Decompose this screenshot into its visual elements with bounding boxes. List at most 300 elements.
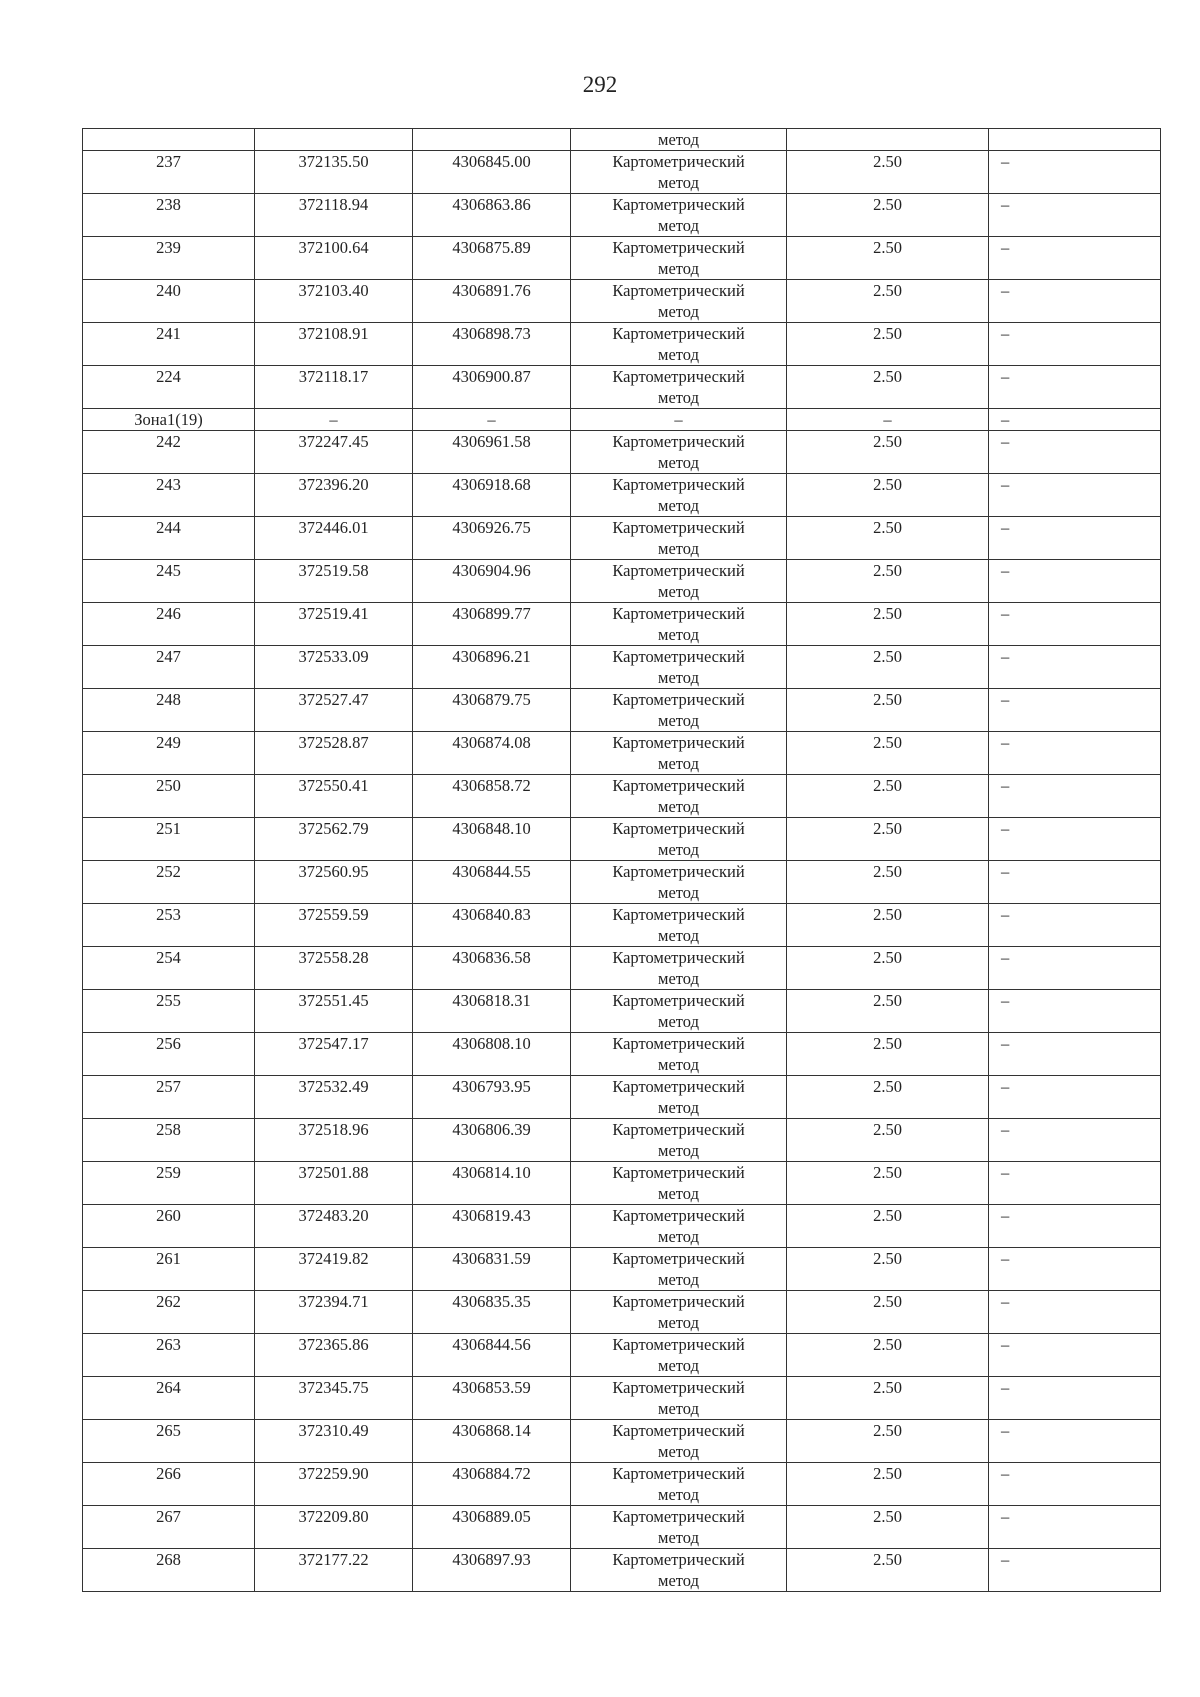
method-line-1: Картометрический xyxy=(612,475,745,494)
y-coordinate-cell: 4306814.10 xyxy=(413,1162,571,1205)
y-coordinate-cell: 4306836.58 xyxy=(413,947,571,990)
y-coordinate-cell: 4306831.59 xyxy=(413,1248,571,1291)
y-coordinate-cell: 4306818.31 xyxy=(413,990,571,1033)
method-line-1: Картометрический xyxy=(612,195,745,214)
y-coordinate-cell: 4306858.72 xyxy=(413,775,571,818)
accuracy-cell: 2.50 xyxy=(787,1162,989,1205)
accuracy-cell: 2.50 xyxy=(787,818,989,861)
method-line-2: метод xyxy=(658,1528,699,1547)
method-line-1: Картометрический xyxy=(612,776,745,795)
method-line-1: Картометрический xyxy=(612,561,745,580)
method-cell xyxy=(571,560,787,603)
accuracy-cell: 2.50 xyxy=(787,947,989,990)
y-coordinate-cell: 4306898.73 xyxy=(413,323,571,366)
note-cell: – xyxy=(989,194,1161,237)
accuracy-cell: 2.50 xyxy=(787,732,989,775)
note-cell: – xyxy=(989,560,1161,603)
accuracy-cell: 2.50 xyxy=(787,474,989,517)
point-number-cell: 254 xyxy=(83,947,255,990)
method-cell xyxy=(571,990,787,1033)
method-cell xyxy=(571,517,787,560)
x-coordinate-cell: 372528.87 xyxy=(255,732,413,775)
method-line-1: Картометрический xyxy=(612,690,745,709)
method-line-1: Картометрический xyxy=(612,991,745,1010)
table-row xyxy=(83,1549,1161,1592)
point-number-cell: 266 xyxy=(83,1463,255,1506)
table-row xyxy=(83,990,1161,1033)
x-coordinate-cell: 372247.45 xyxy=(255,431,413,474)
accuracy-cell: 2.50 xyxy=(787,517,989,560)
y-coordinate-cell: 4306845.00 xyxy=(413,151,571,194)
x-coordinate-cell: 372177.22 xyxy=(255,1549,413,1592)
point-number-cell: 238 xyxy=(83,194,255,237)
point-number-cell: 262 xyxy=(83,1291,255,1334)
method-line-1: Картометрический xyxy=(612,1120,745,1139)
note-cell: – xyxy=(989,151,1161,194)
note-cell: – xyxy=(989,1205,1161,1248)
point-number-cell: 242 xyxy=(83,431,255,474)
x-coordinate-cell: 372446.01 xyxy=(255,517,413,560)
x-coordinate-cell: 372108.91 xyxy=(255,323,413,366)
table-row xyxy=(83,861,1161,904)
accuracy-cell: 2.50 xyxy=(787,560,989,603)
x-coordinate-cell: 372135.50 xyxy=(255,151,413,194)
y-coordinate-cell: 4306819.43 xyxy=(413,1205,571,1248)
table-row xyxy=(83,1463,1161,1506)
method-line-1: Картометрический xyxy=(612,604,745,623)
method-line-2: метод xyxy=(658,345,699,364)
x-coordinate-cell: 372100.64 xyxy=(255,237,413,280)
method-line-1: Картометрический xyxy=(612,1249,745,1268)
point-number-cell: 257 xyxy=(83,1076,255,1119)
method-line-1: Картометрический xyxy=(612,1292,745,1311)
y-coordinate-cell: 4306900.87 xyxy=(413,366,571,409)
method-line-1: Картометрический xyxy=(612,1335,745,1354)
method-line-1: Картометрический xyxy=(612,1507,745,1526)
method-line-2: метод xyxy=(658,259,699,278)
note-cell: – xyxy=(989,904,1161,947)
method-line-1: Картометрический xyxy=(612,152,745,171)
note-cell: – xyxy=(989,1506,1161,1549)
method-cell xyxy=(571,947,787,990)
page-number: 292 xyxy=(582,72,618,97)
point-number-cell: 258 xyxy=(83,1119,255,1162)
method-line-2: метод xyxy=(658,1313,699,1332)
point-number-cell: 256 xyxy=(83,1033,255,1076)
note-cell: – xyxy=(989,366,1161,409)
method-line-2: метод xyxy=(658,388,699,407)
y-coordinate-cell: 4306874.08 xyxy=(413,732,571,775)
method-line-1: Картометрический xyxy=(612,238,745,257)
method-cell xyxy=(571,818,787,861)
x-coordinate-cell: 372550.41 xyxy=(255,775,413,818)
note-cell: – xyxy=(989,1076,1161,1119)
table-row xyxy=(83,194,1161,237)
method-line-1: Картометрический xyxy=(612,432,745,451)
accuracy-cell: 2.50 xyxy=(787,603,989,646)
table-row xyxy=(83,1377,1161,1420)
method-line-2: метод xyxy=(658,711,699,730)
note-cell: – xyxy=(989,1549,1161,1592)
accuracy-cell: 2.50 xyxy=(787,323,989,366)
method-line-1: Картометрический xyxy=(612,1421,745,1440)
accuracy-cell: 2.50 xyxy=(787,1549,989,1592)
method-line-2: метод xyxy=(658,1055,699,1074)
method-line-2: метод xyxy=(658,1098,699,1117)
x-coordinate-cell: 372532.49 xyxy=(255,1076,413,1119)
accuracy-cell: 2.50 xyxy=(787,1033,989,1076)
method-line-1: Картометрический xyxy=(612,281,745,300)
point-number-cell: 237 xyxy=(83,151,255,194)
point-number-cell: 243 xyxy=(83,474,255,517)
method-cell xyxy=(571,1119,787,1162)
y-coordinate-cell: 4306891.76 xyxy=(413,280,571,323)
x-coordinate-cell: 372551.45 xyxy=(255,990,413,1033)
point-number-cell: 224 xyxy=(83,366,255,409)
table-row xyxy=(83,1291,1161,1334)
table-row xyxy=(83,1420,1161,1463)
zone-row xyxy=(83,409,1161,431)
method-line-1: Картометрический xyxy=(612,819,745,838)
method-line-2: метод xyxy=(658,1356,699,1375)
y-coordinate-cell: 4306793.95 xyxy=(413,1076,571,1119)
method-cell xyxy=(571,1291,787,1334)
method-line-2: метод xyxy=(658,1184,699,1203)
x-coordinate-cell: 372209.80 xyxy=(255,1506,413,1549)
table-row xyxy=(83,280,1161,323)
x-coordinate-cell: 372518.96 xyxy=(255,1119,413,1162)
zone-cell: – xyxy=(255,409,413,431)
note-cell: – xyxy=(989,818,1161,861)
method-cell xyxy=(571,1248,787,1291)
method-line-2: метод xyxy=(658,302,699,321)
x-coordinate-cell: 372419.82 xyxy=(255,1248,413,1291)
accuracy-cell: 2.50 xyxy=(787,151,989,194)
table-row xyxy=(83,603,1161,646)
method-cell xyxy=(571,1033,787,1076)
x-coordinate-cell: 372559.59 xyxy=(255,904,413,947)
method-line-1: Картометрический xyxy=(612,1378,745,1397)
coordinates-table xyxy=(82,128,1161,1592)
table-row xyxy=(83,431,1161,474)
point-number-cell: 252 xyxy=(83,861,255,904)
point-number-cell: 249 xyxy=(83,732,255,775)
table-cell xyxy=(413,129,571,151)
method-line-1: Картометрический xyxy=(612,1077,745,1096)
method-line-1: Картометрический xyxy=(612,1163,745,1182)
x-coordinate-cell: 372533.09 xyxy=(255,646,413,689)
accuracy-cell: 2.50 xyxy=(787,1506,989,1549)
accuracy-cell: 2.50 xyxy=(787,775,989,818)
table-row xyxy=(83,904,1161,947)
table-row xyxy=(83,818,1161,861)
x-coordinate-cell: 372483.20 xyxy=(255,1205,413,1248)
method-cell xyxy=(571,280,787,323)
method-line-2: метод xyxy=(658,840,699,859)
method-cell xyxy=(571,689,787,732)
method-cell xyxy=(571,366,787,409)
y-coordinate-cell: 4306879.75 xyxy=(413,689,571,732)
y-coordinate-cell: 4306868.14 xyxy=(413,1420,571,1463)
x-coordinate-cell: 372501.88 xyxy=(255,1162,413,1205)
accuracy-cell: 2.50 xyxy=(787,194,989,237)
method-cell xyxy=(571,151,787,194)
y-coordinate-cell: 4306863.86 xyxy=(413,194,571,237)
method-line-2: метод xyxy=(658,797,699,816)
table-row xyxy=(83,1162,1161,1205)
point-number-cell: 239 xyxy=(83,237,255,280)
accuracy-cell: 2.50 xyxy=(787,431,989,474)
accuracy-cell: 2.50 xyxy=(787,1420,989,1463)
note-cell: – xyxy=(989,1420,1161,1463)
accuracy-cell: 2.50 xyxy=(787,1377,989,1420)
y-coordinate-cell: 4306918.68 xyxy=(413,474,571,517)
table-cell xyxy=(255,129,413,151)
table-cell: метод xyxy=(571,129,787,151)
table-row xyxy=(83,323,1161,366)
note-cell: – xyxy=(989,1119,1161,1162)
method-line-2: метод xyxy=(658,754,699,773)
y-coordinate-cell: 4306844.56 xyxy=(413,1334,571,1377)
table-row xyxy=(83,366,1161,409)
point-number-cell: 268 xyxy=(83,1549,255,1592)
method-cell xyxy=(571,775,787,818)
accuracy-cell: 2.50 xyxy=(787,366,989,409)
note-cell: – xyxy=(989,1334,1161,1377)
method-line-2: метод xyxy=(658,625,699,644)
note-cell: – xyxy=(989,990,1161,1033)
method-line-2: метод xyxy=(658,883,699,902)
method-cell xyxy=(571,603,787,646)
table-row xyxy=(83,1334,1161,1377)
table-row xyxy=(83,947,1161,990)
method-line-1: Картометрический xyxy=(612,1206,745,1225)
method-cell xyxy=(571,194,787,237)
point-number-cell: 265 xyxy=(83,1420,255,1463)
point-number-cell: 264 xyxy=(83,1377,255,1420)
note-cell: – xyxy=(989,517,1161,560)
method-cell xyxy=(571,1076,787,1119)
note-cell: – xyxy=(989,732,1161,775)
method-line-2: метод xyxy=(658,1399,699,1418)
method-cell xyxy=(571,431,787,474)
table-row xyxy=(83,237,1161,280)
note-cell: – xyxy=(989,775,1161,818)
method-cell xyxy=(571,237,787,280)
note-cell: – xyxy=(989,603,1161,646)
y-coordinate-cell: 4306884.72 xyxy=(413,1463,571,1506)
x-coordinate-cell: 372345.75 xyxy=(255,1377,413,1420)
method-cell xyxy=(571,1420,787,1463)
zone-cell: – xyxy=(787,409,989,431)
accuracy-cell: 2.50 xyxy=(787,990,989,1033)
y-coordinate-cell: 4306889.05 xyxy=(413,1506,571,1549)
note-cell: – xyxy=(989,431,1161,474)
method-line-2: метод xyxy=(658,969,699,988)
y-coordinate-cell: 4306835.35 xyxy=(413,1291,571,1334)
method-line-1: Картометрический xyxy=(612,518,745,537)
x-coordinate-cell: 372519.58 xyxy=(255,560,413,603)
table-row xyxy=(83,1033,1161,1076)
method-line-2: метод xyxy=(658,453,699,472)
y-coordinate-cell: 4306904.96 xyxy=(413,560,571,603)
point-number-cell: 241 xyxy=(83,323,255,366)
point-number-cell: 246 xyxy=(83,603,255,646)
y-coordinate-cell: 4306848.10 xyxy=(413,818,571,861)
continuation-row xyxy=(83,129,1161,151)
y-coordinate-cell: 4306844.55 xyxy=(413,861,571,904)
method-line-2: метод xyxy=(658,1227,699,1246)
method-cell xyxy=(571,646,787,689)
note-cell: – xyxy=(989,474,1161,517)
method-line-2: метод xyxy=(658,926,699,945)
x-coordinate-cell: 372527.47 xyxy=(255,689,413,732)
x-coordinate-cell: 372558.28 xyxy=(255,947,413,990)
x-coordinate-cell: 372519.41 xyxy=(255,603,413,646)
y-coordinate-cell: 4306808.10 xyxy=(413,1033,571,1076)
note-cell: – xyxy=(989,947,1161,990)
method-line-1: Картометрический xyxy=(612,905,745,924)
x-coordinate-cell: 372560.95 xyxy=(255,861,413,904)
method-line-2: метод xyxy=(658,496,699,515)
x-coordinate-cell: 372394.71 xyxy=(255,1291,413,1334)
note-cell: – xyxy=(989,1377,1161,1420)
accuracy-cell: 2.50 xyxy=(787,689,989,732)
x-coordinate-cell: 372396.20 xyxy=(255,474,413,517)
note-cell: – xyxy=(989,1033,1161,1076)
point-number-cell: 267 xyxy=(83,1506,255,1549)
note-cell: – xyxy=(989,323,1161,366)
point-number-cell: 247 xyxy=(83,646,255,689)
note-cell: – xyxy=(989,1463,1161,1506)
method-cell xyxy=(571,323,787,366)
note-cell: – xyxy=(989,1291,1161,1334)
method-cell xyxy=(571,1334,787,1377)
note-cell: – xyxy=(989,646,1161,689)
method-line-2: метод xyxy=(658,582,699,601)
x-coordinate-cell: 372365.86 xyxy=(255,1334,413,1377)
method-line-2: метод xyxy=(658,539,699,558)
method-cell xyxy=(571,904,787,947)
accuracy-cell: 2.50 xyxy=(787,280,989,323)
method-cell xyxy=(571,1162,787,1205)
y-coordinate-cell: 4306897.93 xyxy=(413,1549,571,1592)
y-coordinate-cell: 4306840.83 xyxy=(413,904,571,947)
table-row xyxy=(83,560,1161,603)
zone-cell: – xyxy=(989,409,1161,431)
zone-cell: – xyxy=(413,409,571,431)
table-row xyxy=(83,732,1161,775)
y-coordinate-cell: 4306896.21 xyxy=(413,646,571,689)
method-line-2: метод xyxy=(658,1270,699,1289)
y-coordinate-cell: 4306853.59 xyxy=(413,1377,571,1420)
x-coordinate-cell: 372310.49 xyxy=(255,1420,413,1463)
method-line-1: Картометрический xyxy=(612,367,745,386)
note-cell: – xyxy=(989,861,1161,904)
point-number-cell: 248 xyxy=(83,689,255,732)
zone-cell: Зона1(19) xyxy=(83,409,255,431)
method-line-2: метод xyxy=(658,216,699,235)
y-coordinate-cell: 4306899.77 xyxy=(413,603,571,646)
method-line-1: Картометрический xyxy=(612,324,745,343)
x-coordinate-cell: 372547.17 xyxy=(255,1033,413,1076)
method-cell xyxy=(571,732,787,775)
accuracy-cell: 2.50 xyxy=(787,1205,989,1248)
point-number-cell: 253 xyxy=(83,904,255,947)
point-number-cell: 245 xyxy=(83,560,255,603)
point-number-cell: 240 xyxy=(83,280,255,323)
note-cell: – xyxy=(989,1162,1161,1205)
method-line-2: метод xyxy=(658,1571,699,1590)
method-line-1: Картометрический xyxy=(612,733,745,752)
accuracy-cell: 2.50 xyxy=(787,237,989,280)
accuracy-cell: 2.50 xyxy=(787,1463,989,1506)
point-number-cell: 244 xyxy=(83,517,255,560)
note-cell: – xyxy=(989,280,1161,323)
method-line-1: Картометрический xyxy=(612,1550,745,1569)
table-row xyxy=(83,1119,1161,1162)
table-row xyxy=(83,689,1161,732)
table-cell xyxy=(83,129,255,151)
table-row xyxy=(83,1506,1161,1549)
zone-cell: – xyxy=(571,409,787,431)
accuracy-cell: 2.50 xyxy=(787,904,989,947)
method-cell xyxy=(571,474,787,517)
method-cell xyxy=(571,1506,787,1549)
method-line-1: Картометрический xyxy=(612,1464,745,1483)
point-number-cell: 263 xyxy=(83,1334,255,1377)
method-line-1: Картометрический xyxy=(612,862,745,881)
point-number-cell: 260 xyxy=(83,1205,255,1248)
table-row xyxy=(83,1205,1161,1248)
method-line-2: метод xyxy=(658,1012,699,1031)
table-row xyxy=(83,474,1161,517)
x-coordinate-cell: 372562.79 xyxy=(255,818,413,861)
point-number-cell: 251 xyxy=(83,818,255,861)
accuracy-cell: 2.50 xyxy=(787,1291,989,1334)
method-line-2: метод xyxy=(658,1485,699,1504)
x-coordinate-cell: 372118.17 xyxy=(255,366,413,409)
table-row xyxy=(83,1248,1161,1291)
method-line-1: Картометрический xyxy=(612,948,745,967)
y-coordinate-cell: 4306926.75 xyxy=(413,517,571,560)
method-line-2: метод xyxy=(658,1141,699,1160)
method-line-2: метод xyxy=(658,1442,699,1461)
y-coordinate-cell: 4306806.39 xyxy=(413,1119,571,1162)
accuracy-cell: 2.50 xyxy=(787,646,989,689)
method-cell xyxy=(571,861,787,904)
x-coordinate-cell: 372118.94 xyxy=(255,194,413,237)
method-cell xyxy=(571,1549,787,1592)
note-cell: – xyxy=(989,689,1161,732)
y-coordinate-cell: 4306961.58 xyxy=(413,431,571,474)
x-coordinate-cell: 372103.40 xyxy=(255,280,413,323)
accuracy-cell: 2.50 xyxy=(787,1334,989,1377)
method-cell xyxy=(571,1463,787,1506)
accuracy-cell: 2.50 xyxy=(787,1076,989,1119)
point-number-cell: 259 xyxy=(83,1162,255,1205)
note-cell: – xyxy=(989,237,1161,280)
point-number-cell: 255 xyxy=(83,990,255,1033)
x-coordinate-cell: 372259.90 xyxy=(255,1463,413,1506)
method-line-1: Картометрический xyxy=(612,1034,745,1053)
table-row xyxy=(83,775,1161,818)
table-row xyxy=(83,1076,1161,1119)
method-cell xyxy=(571,1205,787,1248)
table-cell xyxy=(787,129,989,151)
method-line-1: Картометрический xyxy=(612,647,745,666)
accuracy-cell: 2.50 xyxy=(787,1119,989,1162)
